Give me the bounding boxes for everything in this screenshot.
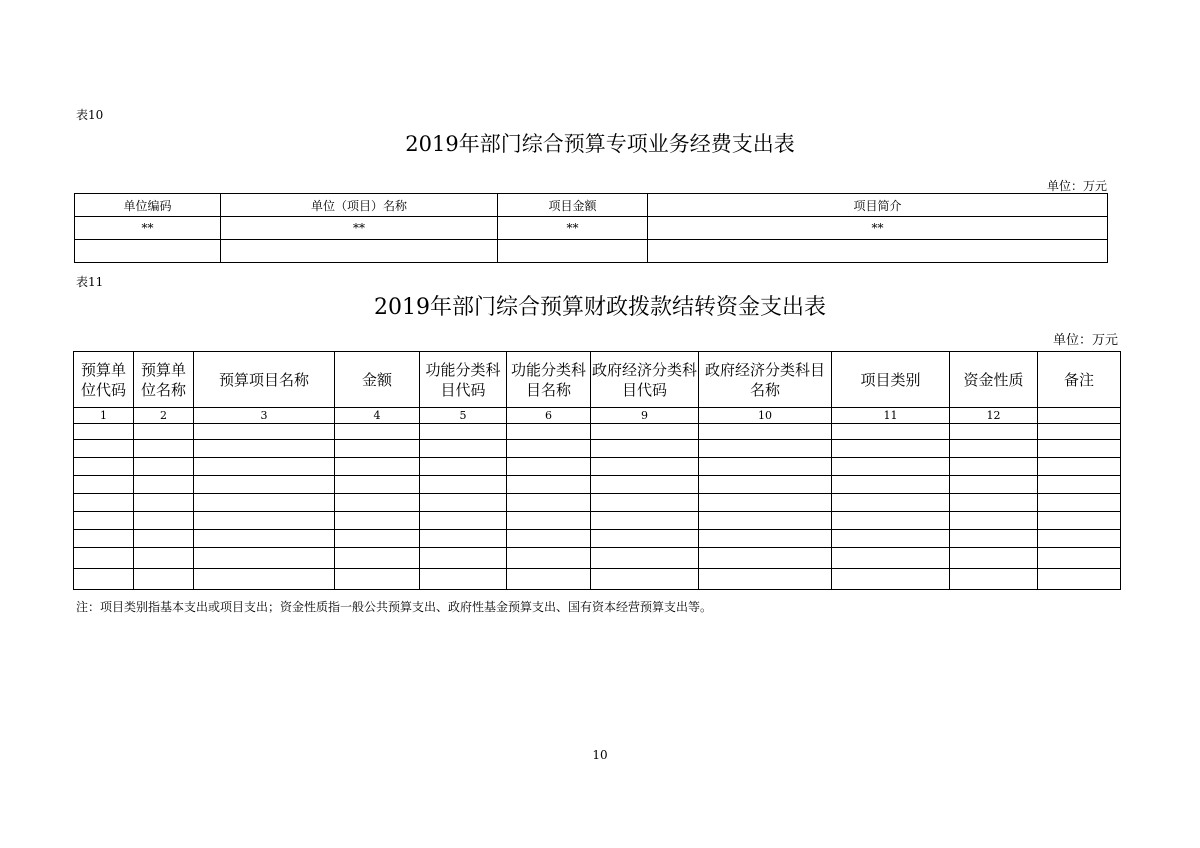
table11-cell xyxy=(507,512,591,530)
table11-cell xyxy=(420,569,507,590)
table11-cell xyxy=(591,569,699,590)
table11-cell xyxy=(591,458,699,476)
table11-cell xyxy=(699,440,832,458)
table10 xyxy=(74,193,1108,263)
table11-number-cell: 6 xyxy=(507,408,591,424)
table11-cell xyxy=(194,440,335,458)
table11-cell xyxy=(950,494,1038,512)
table10-cell xyxy=(648,240,1108,263)
table11-cell xyxy=(950,424,1038,440)
table11-cell xyxy=(1038,476,1121,494)
table10-header-row xyxy=(75,194,1108,217)
table11-cell xyxy=(194,424,335,440)
table10-cell xyxy=(498,240,648,263)
table10-header-cell: 单位（项目）名称 xyxy=(221,194,498,217)
table-row xyxy=(75,217,1108,240)
table11-cell xyxy=(591,512,699,530)
page-number: 10 xyxy=(592,748,608,762)
table11-number-cell xyxy=(1038,408,1121,424)
table11-cell xyxy=(832,458,950,476)
table11 xyxy=(73,351,1121,590)
table11-cell xyxy=(420,458,507,476)
table11-cell xyxy=(335,548,420,569)
table11-cell xyxy=(420,476,507,494)
table11-header-cell: 备注 xyxy=(1038,352,1121,408)
table11-header-cell: 预算单位代码 xyxy=(74,352,134,408)
table11-cell xyxy=(699,424,832,440)
table11-cell xyxy=(507,424,591,440)
table10-cell: ** xyxy=(648,217,1108,240)
table11-cell xyxy=(832,530,950,548)
table11-cell xyxy=(832,424,950,440)
table11-cell xyxy=(507,440,591,458)
table11-cell xyxy=(699,569,832,590)
table11-cell xyxy=(591,424,699,440)
table11-cell xyxy=(335,494,420,512)
table11-cell xyxy=(1038,440,1121,458)
table11-cell xyxy=(1038,512,1121,530)
table11-cell xyxy=(194,548,335,569)
table11-cell xyxy=(420,530,507,548)
table11-cell xyxy=(507,569,591,590)
table11-header-cell: 预算单位名称 xyxy=(134,352,194,408)
table11-header-cell: 功能分类科目名称 xyxy=(507,352,591,408)
table11-cell xyxy=(74,569,134,590)
table11-cell xyxy=(335,512,420,530)
table11-cell xyxy=(699,494,832,512)
table11-cell xyxy=(335,476,420,494)
table11-cell xyxy=(699,458,832,476)
table11-cell xyxy=(335,458,420,476)
table11-number-cell: 9 xyxy=(591,408,699,424)
table11-header-cell: 金额 xyxy=(335,352,420,408)
table11-cell xyxy=(134,569,194,590)
table11-cell xyxy=(950,512,1038,530)
table11-cell xyxy=(591,530,699,548)
table11-cell xyxy=(194,476,335,494)
table11-cell xyxy=(832,569,950,590)
table11-cell xyxy=(74,476,134,494)
table11-cell xyxy=(832,512,950,530)
table-row xyxy=(74,424,1121,440)
table11-cell xyxy=(335,569,420,590)
table11-cell xyxy=(335,440,420,458)
table-row xyxy=(74,440,1121,458)
table11-cell xyxy=(194,569,335,590)
table11-cell xyxy=(950,530,1038,548)
table11-cell xyxy=(335,424,420,440)
table11-cell xyxy=(194,530,335,548)
table11-cell xyxy=(134,458,194,476)
table11-cell xyxy=(699,548,832,569)
table11-header-cell: 资金性质 xyxy=(950,352,1038,408)
table11-number-cell: 3 xyxy=(194,408,335,424)
table-row xyxy=(74,512,1121,530)
table11-cell xyxy=(950,476,1038,494)
table10-unit: 单位：万元 xyxy=(1046,179,1107,193)
table11-number-cell: 5 xyxy=(420,408,507,424)
table11-cell xyxy=(507,548,591,569)
table11-cell xyxy=(74,494,134,512)
table11-cell xyxy=(134,530,194,548)
table11-cell xyxy=(950,569,1038,590)
table11-cell xyxy=(134,440,194,458)
table11-cell xyxy=(420,494,507,512)
table11-cell xyxy=(194,512,335,530)
table11-header-cell: 预算项目名称 xyxy=(194,352,335,408)
table11-label: 表11 xyxy=(76,275,104,289)
table11-cell xyxy=(1038,569,1121,590)
table11-number-cell: 11 xyxy=(832,408,950,424)
table11-number-cell: 10 xyxy=(699,408,832,424)
table11-cell xyxy=(1038,494,1121,512)
table11-cell xyxy=(832,440,950,458)
table11-header-cell: 政府经济分类科目代码 xyxy=(591,352,699,408)
table11-unit: 单位：万元 xyxy=(1052,333,1118,348)
table11-cell xyxy=(74,530,134,548)
table11-cell xyxy=(194,458,335,476)
table11-cell xyxy=(420,424,507,440)
table11-cell xyxy=(74,512,134,530)
table10-title: 2019年部门综合预算专项业务经费支出表 xyxy=(405,132,795,156)
footnote: 注：项目类别指基本支出或项目支出；资金性质指一般公共预算支出、政府性基金预算支出、国有资本经营预算支出等。 xyxy=(76,600,713,614)
table-row xyxy=(74,494,1121,512)
table11-cell xyxy=(507,494,591,512)
table10-label: 表10 xyxy=(76,108,104,122)
table11-cell xyxy=(950,458,1038,476)
table11-number-cell: 2 xyxy=(134,408,194,424)
table11-header-row xyxy=(74,352,1121,408)
table11-title: 2019年部门综合预算财政拨款结转资金支出表 xyxy=(374,295,826,320)
table10-cell: ** xyxy=(498,217,648,240)
table11-cell xyxy=(507,458,591,476)
table11-cell xyxy=(420,440,507,458)
table11-cell xyxy=(335,530,420,548)
table10-header-cell: 项目简介 xyxy=(648,194,1108,217)
table10-cell xyxy=(75,240,221,263)
table11-number-cell: 4 xyxy=(335,408,420,424)
table10-cell: ** xyxy=(221,217,498,240)
table11-number-cell: 1 xyxy=(74,408,134,424)
table10-header-cell: 项目金额 xyxy=(498,194,648,217)
table11-cell xyxy=(950,548,1038,569)
table-row xyxy=(75,240,1108,263)
table-row xyxy=(74,476,1121,494)
table11-number-row xyxy=(74,408,1121,424)
table11-cell xyxy=(591,440,699,458)
table11-cell xyxy=(420,548,507,569)
table11-number-cell: 12 xyxy=(950,408,1038,424)
table11-header-cell: 项目类别 xyxy=(832,352,950,408)
table11-cell xyxy=(591,494,699,512)
table11-cell xyxy=(74,548,134,569)
table10-cell xyxy=(221,240,498,263)
table10-cell: ** xyxy=(75,217,221,240)
table11-cell xyxy=(832,476,950,494)
table11-cell xyxy=(134,476,194,494)
table11-cell xyxy=(1038,424,1121,440)
table11-cell xyxy=(134,548,194,569)
table11-cell xyxy=(832,494,950,512)
table11-cell xyxy=(134,424,194,440)
table11-cell xyxy=(134,512,194,530)
table11-cell xyxy=(950,440,1038,458)
table11-cell xyxy=(507,530,591,548)
table11-cell xyxy=(699,512,832,530)
table11-header-cell: 政府经济分类科目名称 xyxy=(699,352,832,408)
table-row xyxy=(74,548,1121,569)
table11-cell xyxy=(507,476,591,494)
table11-cell xyxy=(420,512,507,530)
table11-cell xyxy=(1038,458,1121,476)
table11-cell xyxy=(194,494,335,512)
table11-cell xyxy=(591,548,699,569)
table11-cell xyxy=(74,424,134,440)
table11-cell xyxy=(591,476,699,494)
table11-cell xyxy=(832,548,950,569)
table11-cell xyxy=(699,476,832,494)
table11-cell xyxy=(699,530,832,548)
table-row xyxy=(74,569,1121,590)
table11-cell xyxy=(1038,530,1121,548)
table11-cell xyxy=(74,458,134,476)
table-row xyxy=(74,530,1121,548)
table10-header-cell: 单位编码 xyxy=(75,194,221,217)
table11-cell xyxy=(134,494,194,512)
table-row xyxy=(74,458,1121,476)
table11-cell xyxy=(1038,548,1121,569)
table11-header-cell: 功能分类科目代码 xyxy=(420,352,507,408)
table11-cell xyxy=(74,440,134,458)
